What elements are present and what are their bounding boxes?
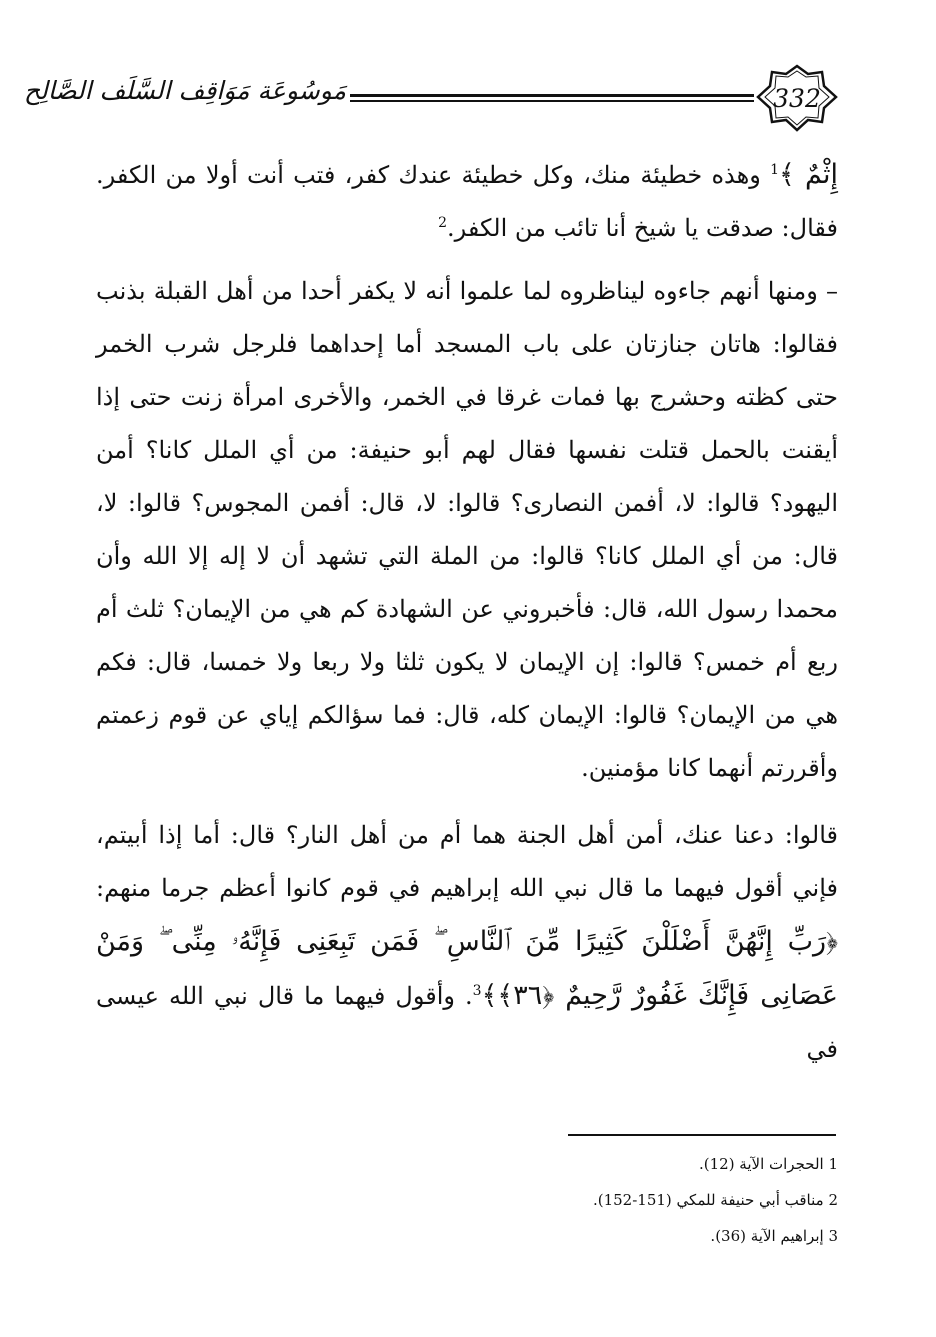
header-rule bbox=[350, 94, 754, 97]
footnote-ref-3[interactable]: 3 bbox=[472, 983, 482, 999]
main-text bbox=[96, 148, 838, 1086]
footnotes bbox=[300, 1146, 838, 1254]
footnote-1: 1 الحجرات الآية (12). bbox=[698, 1155, 838, 1173]
page-number: 332 bbox=[773, 84, 821, 113]
footnote-2: 2 مناقب أبي حنيفة للمكي (151-152). bbox=[592, 1191, 838, 1209]
page-number-badge bbox=[754, 64, 840, 134]
paragraph-2: – ومنها أنهم جاءوه ليناظروه لما علموا أنه لا يكفر أحدا من أهل القبلة بذنب فقالوا: هاتان جنازتان على باب المسجد أما إحداهما فلرجل شرب الخمر حتى كظته وحشرج بها فمات غرقا في الخمر، والأخرى امرأة زنت حتى إذا أيقنت بالحمل قتلت نفسها فقال لهم أبو حنيفة: من أي الملل كانا؟ أمن اليهود؟ قالوا: لا، أفمن النصارى؟ قالوا: لا، قال: أفمن المجوس؟ قالوا: لا، قال: من أي الملل كانا؟ قالوا: من الملة التي تشهد أن لا إله إلا الله وأن محمدا رسول الله، قال: فأخبروني عن الشهادة كم هي من الإيمان؟ ثلث أم ربع أم خمس؟ قالوا: إن الإيمان لا يكون ثلثا ولا ربعا ولا خمسا، قال: فكم هي من الإيمان؟ قالوا: الإيمان كله، قال: فما سؤالكم إياي عن قوم زعمتم وأقررتم أنهما كانا مؤمنين. bbox=[96, 277, 838, 782]
paragraph-3-tail: . وأقول فيهما ما قال نبي الله عيسى في bbox=[96, 982, 838, 1063]
quran-verse: ﴿رَبِّ إِنَّهُنَّ أَضْلَلْنَ كَثِيرًا مِّنَ ٱلنَّاسِ ۖ فَمَن تَبِعَنِى فَإِنَّهُۥ مِنِّى ۖ وَمَنْ عَصَانِى فَإِنَّكَ غَفُورٌ رَّحِيمٌ ﴿٣٦﴾﴾ bbox=[96, 926, 838, 1011]
paragraph-1-text: وهذه خطيئة منك، وكل خطيئة عندك كفر، فتب أنت أولا من الكفر. فقال: صدقت يا شيخ أنا تائب من الكفر. bbox=[96, 161, 838, 242]
series-title: مَوسُوعَة مَوَاقِف السَّلَف الصَّالِح bbox=[23, 76, 346, 105]
quran-fragment: إِثْمٌ ﴾ bbox=[779, 159, 839, 190]
paragraph-3-text: قالوا: دعنا عنك، أمن أهل الجنة هما أم من أهل النار؟ قال: أما إذا أبيتم، فإني أقول فيهما ما قال نبي الله إبراهيم في قوم كانوا أعظم جرما منهم: bbox=[96, 821, 838, 902]
footnote-ref-1[interactable]: 1 bbox=[770, 162, 780, 178]
paragraph-3 bbox=[96, 809, 838, 1076]
header-rule-thin bbox=[350, 100, 754, 102]
footnote-3: 3 إبراهيم الآية (36). bbox=[710, 1227, 838, 1245]
footnote-ref-2[interactable]: 2 bbox=[438, 215, 448, 231]
paragraph-1 bbox=[96, 148, 838, 255]
footnote-separator bbox=[568, 1134, 836, 1136]
